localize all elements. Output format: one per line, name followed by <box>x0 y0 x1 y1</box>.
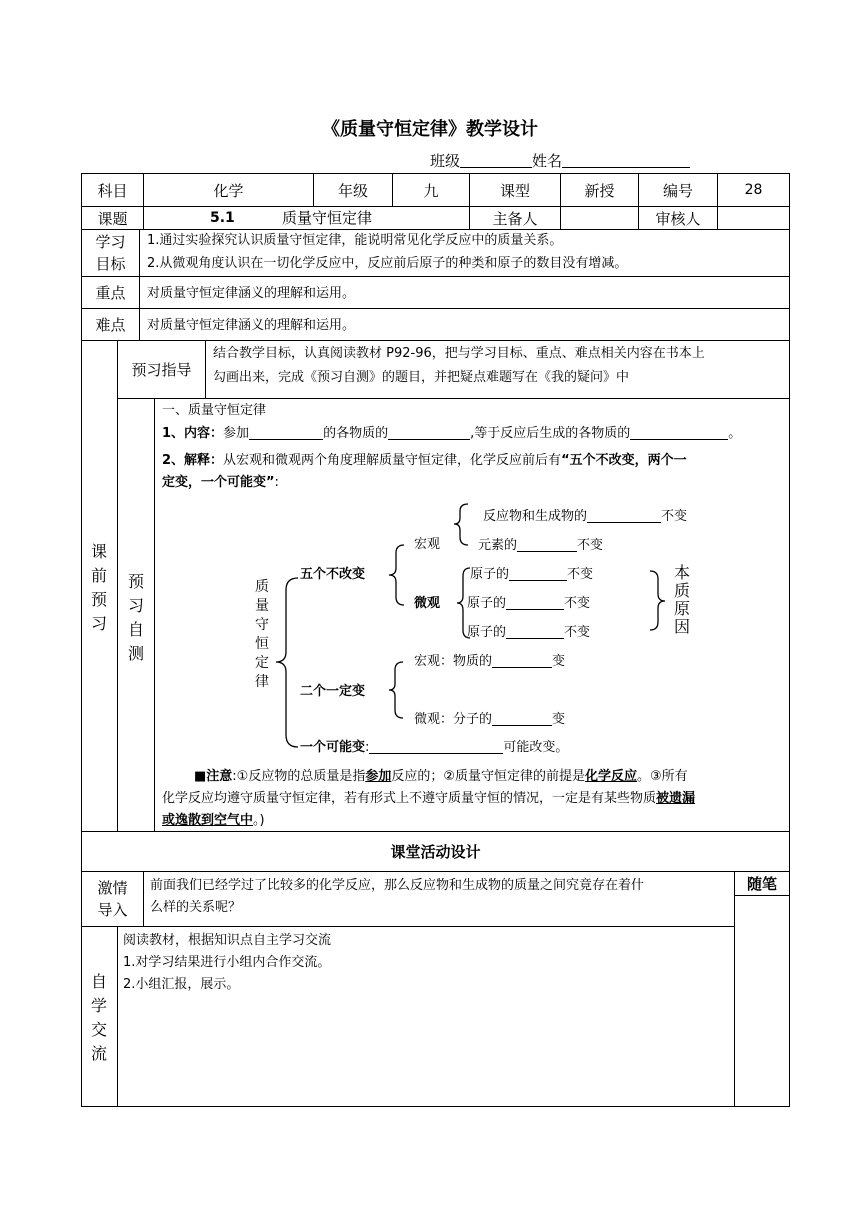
micro-item-1-post: 不变 <box>567 567 594 582</box>
macro-item-1 <box>483 507 687 527</box>
macro-item-2-blank[interactable] <box>517 537 577 552</box>
micro-item-2-pre: 原子的 <box>467 596 507 611</box>
key-point-label: 重点 <box>95 284 126 302</box>
diagram-two: 二个一定变 <box>300 684 366 699</box>
content-text-b: 的各物质的 <box>323 426 389 441</box>
type-value: 新授 <box>584 181 615 200</box>
micro-item-2-blank[interactable] <box>506 595 564 610</box>
two-macro-pre: 宏观：物质的 <box>414 654 493 669</box>
diagram-one-blank[interactable] <box>369 739 503 754</box>
micro-item-2-post: 不变 <box>564 596 591 611</box>
preview-section-label: 课前预习 <box>90 542 107 633</box>
self-study-line-1: 阅读教材，根据知识点自主学习交流 <box>123 933 332 948</box>
preparer-label: 主备人 <box>492 209 538 228</box>
reviewer-label: 审核人 <box>655 209 701 228</box>
micro-item-3-blank[interactable] <box>506 624 564 639</box>
two-micro <box>414 710 565 730</box>
preview-guide-label: 预习指导 <box>131 361 192 379</box>
diagram-five: 五个不改变 <box>300 567 366 582</box>
note-line-3 <box>162 811 265 831</box>
preview-test-label: 预习自测 <box>127 572 144 663</box>
diagram-micro: 微观 <box>414 596 441 611</box>
note-line-2 <box>162 789 695 809</box>
two-micro-post: 变 <box>552 712 566 727</box>
self-study-line-3: 2.小组汇报，展示。 <box>123 977 240 992</box>
number-value: 28 <box>744 182 763 198</box>
class-label: 班级 <box>430 152 461 170</box>
objectives-label: 学习目标 <box>95 233 126 273</box>
intro-label: 激情导入 <box>97 879 128 919</box>
self-study-label: 自学交流 <box>90 972 107 1063</box>
micro-item-1-blank[interactable] <box>509 566 567 581</box>
two-macro-post: 变 <box>552 654 566 669</box>
note-t2: 反应的；②质量守恒定律的前提是 <box>391 769 586 784</box>
preview-guide-line-2: 勾画出来，完成《预习自测》的题目，并把疑点难题写在《我的疑问》中 <box>213 370 630 385</box>
topic-number: 5.1 <box>210 210 235 226</box>
key-point-text: 对质量守恒定律涵义的理解和运用。 <box>147 286 356 301</box>
two-macro <box>414 652 565 672</box>
micro-item-3-pre: 原子的 <box>467 625 507 640</box>
objective-1: 1.通过实验探究认识质量守恒定律，能说明常见化学反应中的质量关系。 <box>147 233 563 248</box>
note-t1: :①反应物的总质量是指 <box>232 769 366 784</box>
two-micro-blank[interactable] <box>492 711 552 726</box>
note-u1: 参加 <box>365 769 392 784</box>
note-u3: 被遗漏 <box>656 791 696 806</box>
two-macro-blank[interactable] <box>492 653 552 668</box>
number-label: 编号 <box>662 181 693 200</box>
diagram-one-line <box>300 738 568 758</box>
macro-item-1-pre: 反应物和生成物的 <box>483 509 588 524</box>
micro-item-3 <box>467 623 590 643</box>
macro-item-2-post: 不变 <box>577 538 604 553</box>
note-u4: 或逸散到空气中 <box>162 813 254 828</box>
grade-label: 年级 <box>337 181 368 200</box>
diagram-one: 一个可能变 <box>300 740 366 755</box>
subject-value: 化学 <box>213 181 244 200</box>
type-label: 课型 <box>499 181 530 200</box>
micro-item-3-post: 不变 <box>564 625 591 640</box>
page-title: 《质量守恒定律》教学设计 <box>322 119 538 140</box>
explain-bold-1: “五个不改变，两个一 <box>561 453 687 468</box>
topic-label: 课题 <box>97 209 128 228</box>
intro-line-2: 么样的关系呢？ <box>150 900 242 915</box>
micro-item-2 <box>467 594 590 614</box>
macro-item-1-blank[interactable] <box>587 508 661 523</box>
grade-value: 九 <box>423 181 439 200</box>
subject-label: 科目 <box>97 181 128 200</box>
content-label: 1、内容： <box>162 426 224 441</box>
diagram-one-colon: : <box>365 740 370 755</box>
note-line-1 <box>194 767 688 787</box>
content-text-c: ,等于反应后生成的各物质的 <box>470 426 631 441</box>
difficulty-text: 对质量守恒定律涵义的理解和运用。 <box>147 318 356 333</box>
preview-guide-line-1: 结合教学目标，认真阅读教材 P92-96，把与学习目标、重点、难点相关内容在书本上 <box>213 346 705 361</box>
micro-item-1-pre: 原子的 <box>470 567 510 582</box>
explain-label: 2、解释： <box>162 453 224 468</box>
diagram-macro: 宏观 <box>414 537 441 552</box>
content-text-a: 参加 <box>223 426 250 441</box>
self-study-line-2: 1.对学习结果进行小组内合作交流。 <box>123 955 331 970</box>
note-t4: 。) <box>253 813 265 828</box>
notes-label: 随笔 <box>746 875 777 893</box>
explain-text: 从宏观和微观两个角度理解质量守恒定律，化学反应前后有 <box>223 453 562 468</box>
micro-item-1 <box>470 565 593 585</box>
diagram-root: 质量守恒定律 <box>255 579 269 690</box>
macro-item-1-post: 不变 <box>661 509 688 524</box>
name-label: 姓名 <box>532 152 563 170</box>
activity-title: 课堂活动设计 <box>390 843 481 861</box>
note-t3: 。③所有 <box>637 769 688 784</box>
objective-2: 2.从微观角度认识在一切化学反应中，反应前后原子的种类和原子的数目没有增减。 <box>147 256 628 271</box>
explain-end: : <box>274 475 279 490</box>
two-micro-pre: 微观：分子的 <box>414 712 493 727</box>
note-label: ■注意 <box>194 769 233 784</box>
difficulty-label: 难点 <box>95 316 126 334</box>
content-end: 。 <box>728 426 742 441</box>
diagram-one-post: 可能改变。 <box>503 740 569 755</box>
intro-line-1: 前面我们已经学过了比较多的化学反应，那么反应物和生成物的质量之间究竟存在着什 <box>150 878 645 893</box>
diagram-essence: 本质原因 <box>673 563 690 636</box>
macro-item-2-pre: 元素的 <box>478 538 518 553</box>
explain-bold-2: 定变，一个可能变” <box>162 475 275 490</box>
note-u2: 化学反应 <box>585 769 638 784</box>
topic-value: 质量守恒定律 <box>282 209 373 227</box>
preview-heading: 一、质量守恒定律 <box>162 403 267 418</box>
macro-item-2 <box>478 536 603 556</box>
note-line2-a: 化学反应均遵守质量守恒定律，若有形式上不遵守质量守恒的情况，一定是有某些物质 <box>162 791 657 806</box>
